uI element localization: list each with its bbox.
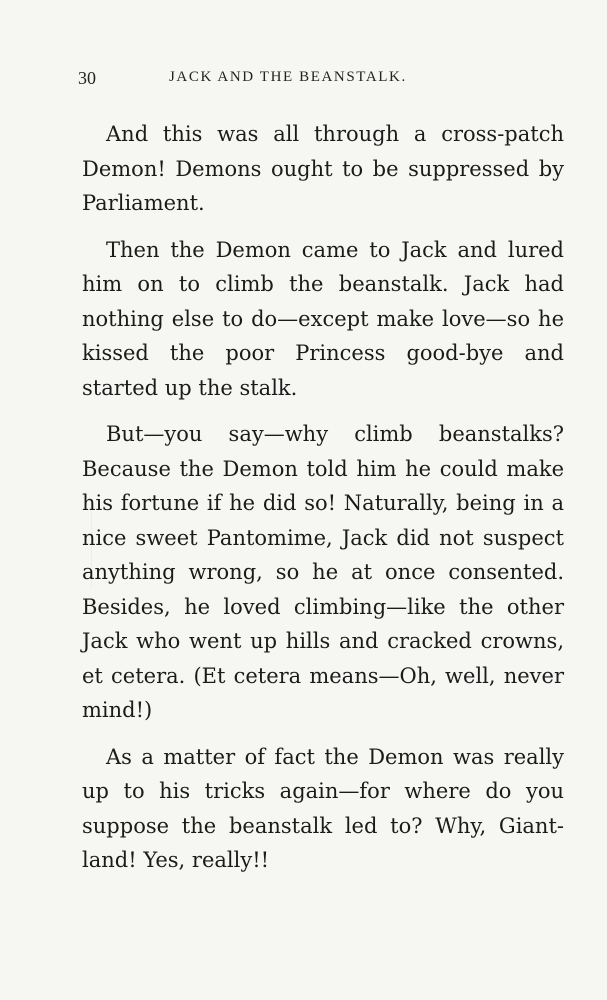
- paragraph-3: But—you say—why climb beanstalks? Because the Demon told him he could make his fortune if he did so! Naturally, being in a nice sweet Pantomime, Jack did not suspect anything wrong, so he at once consented. Besides, he loved climbing—like the other Jack who went up hills and cracked crowns, et cetera. (Et cetera means—Oh, well, never mind!): [82, 422, 564, 722]
- body-text: [82, 117, 564, 890]
- running-head: [78, 68, 578, 98]
- page-number: 30: [78, 68, 96, 88]
- paragraph-2: Then the Demon came to Jack and lured him on to climb the beanstalk. Jack had nothing else to do—except make love—so he kissed the poor Princess good-bye and started up the stalk.: [82, 237, 564, 400]
- paper-mark: [91, 510, 96, 588]
- page-title: JACK AND THE BEANSTALK.: [169, 69, 407, 85]
- paragraph-4: As a matter of fact the Demon was really up to his tricks again—for where do you suppose the beanstalk led to? Why, Giant-land! Yes, really!!: [82, 744, 564, 872]
- paragraph-1: And this was all through a cross-patch Demon! Demons ought to be suppressed by Parliament.: [82, 122, 564, 215]
